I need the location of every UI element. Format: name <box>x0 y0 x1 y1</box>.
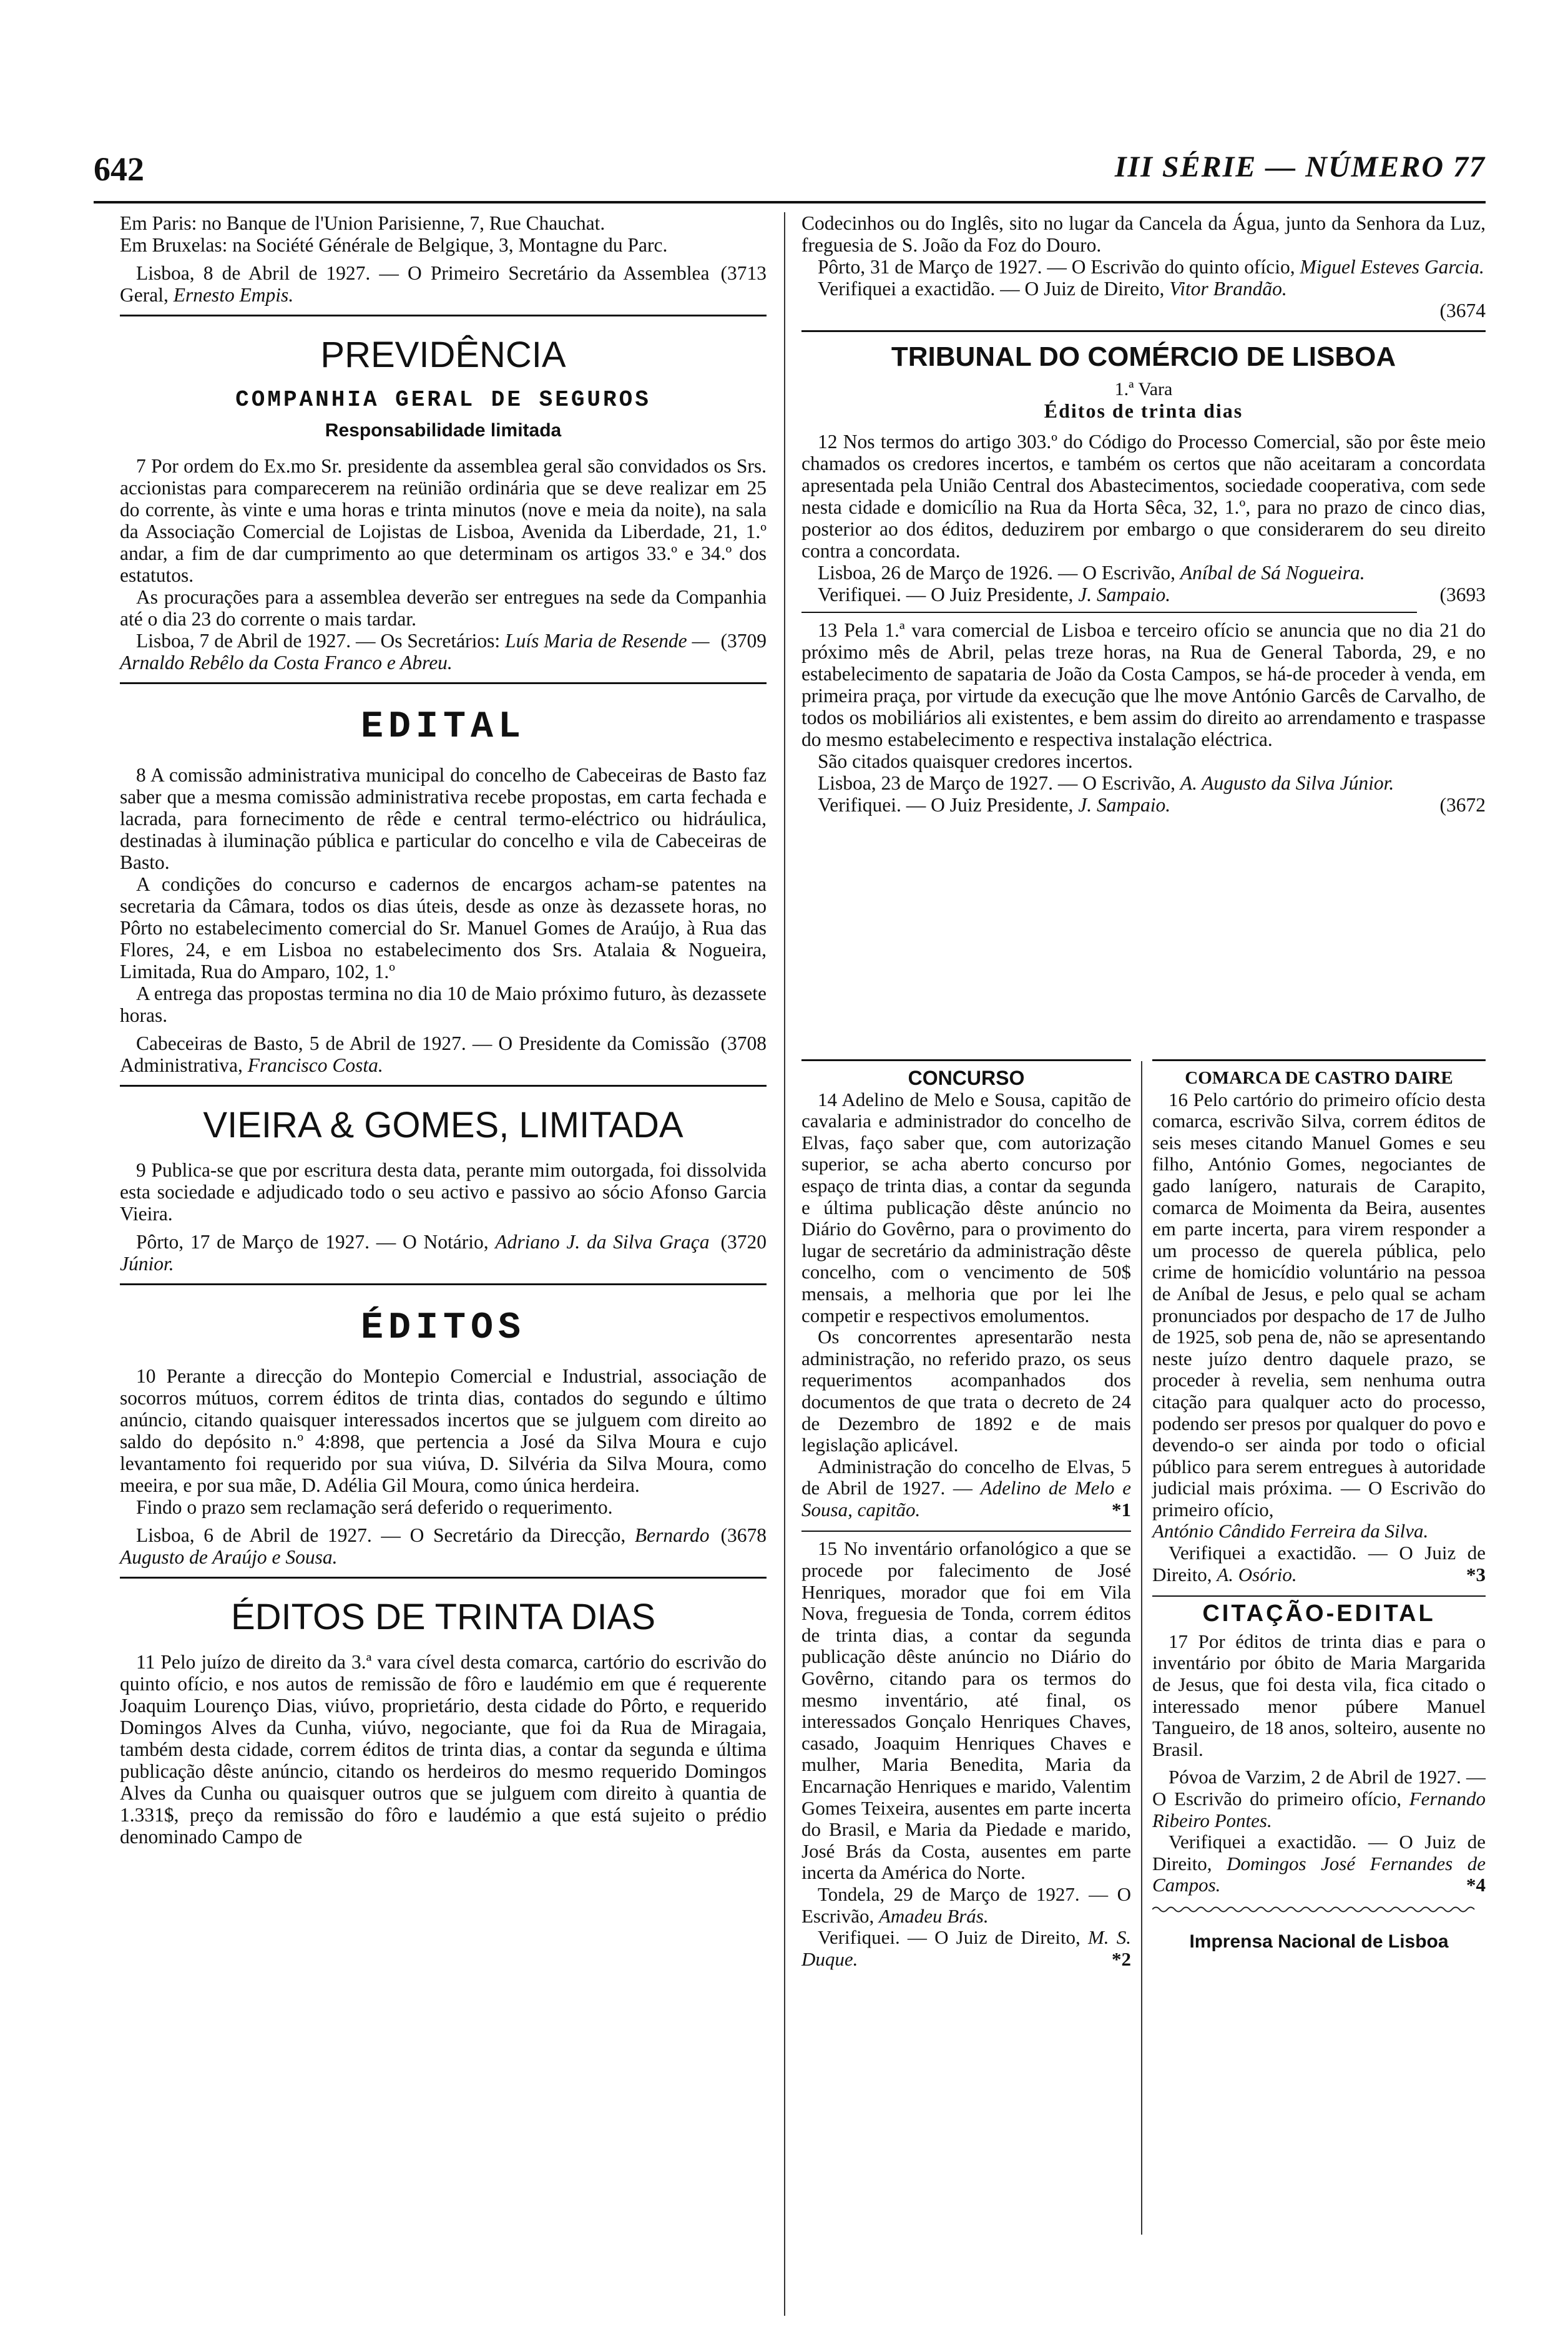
signature-text: Póvoa de Varzim, 2 de Abril de 1927. — O Escrivão do primeiro ofício, <box>1152 1766 1486 1810</box>
verification-name: J. Sampaio. <box>1078 794 1171 816</box>
notice-subtitle: Éditos de trinta dias <box>1044 399 1243 422</box>
signature <box>120 1032 767 1076</box>
notice-rule <box>801 1531 1131 1532</box>
signature <box>120 262 767 306</box>
verification-text: Verifiquei a exactidão. — O Juiz de Direito, <box>1152 1542 1486 1585</box>
signature-text: Lisboa, 7 de Abril de 1927. — Os Secretários: <box>136 630 501 652</box>
paragraph: 7 Por ordem do Ex.mo Sr. presidente da assemblea geral são convidados os Srs. accionistas para comparecerem na reünião ordinária que se deve realizar em 25 do corrente, às vinte e uma horas e trinta minutos (nove e meia da noite), na sala da Associação Comercial de Lojistas de Lisboa, Avenida da Liberdade, 21, 1.º andar, a fim de dar cumprimento ao que determinam os artigos 33.º e 34.º dos estatutos. <box>120 455 767 586</box>
page-number: 642 <box>94 150 144 188</box>
signature-name: Luís Maria de Resende — Arnaldo Rebêlo da Costa Franco e Abreu. <box>120 630 710 674</box>
paragraph: 11 Pelo juízo de direito da 3.ª vara cível desta comarca, cartório do escrivão do quinto ofício, e nos autos de remissão de fôro e laudémio em que é requerente Joaquim Lourenço Dias, viúvo, proprietário, desta cidade do Pôrto, e requerido Domingos Alves da Cunha, viúvo, negociante, que foi da Rua de Miragaia, também desta cidade, correm éditos de trinta dias, a contar da segunda e última publicação dêste anúncio, citando os herdeiros do mesmo requerido Domingos Alves da Cunha ou quaisquer outros que se julguem com direito à quantia de 1.331$, preço da remissão do fôro e laudémio a que está sujeito o prédio denominado Campo de <box>120 1651 767 1848</box>
printer-imprint: Imprensa Nacional de Lisboa <box>1189 1931 1449 1952</box>
notice-editos-trinta-dias <box>120 1595 767 1848</box>
signature-name: Amadeu Brás. <box>878 1904 989 1927</box>
verification-text: Verifiquei a exactidão. — O Juiz de Direito, <box>818 278 1165 300</box>
signature-text: Lisboa, 26 de Março de 1926. — O Escrivão, <box>818 562 1175 584</box>
signature <box>120 1231 767 1275</box>
paris-line: Em Paris: no Banque de l'Union Parisienne, 7, Rue Chauchat. <box>120 212 605 234</box>
section-rule <box>801 330 1486 332</box>
verification-text: Verifiquei a exactidão. — O Juiz de Direito, <box>1152 1831 1486 1874</box>
paragraph: 14 Adelino de Melo e Sousa, capitão de cavalaria e administrador do concelho de Elvas, faço saber que, com autorização superior, se acha aberto concurso por espaço de trinta dias, a contar da segunda e última publicação dêste anúncio no Diário do Govêrno, para o provimento do lugar de secretário da administração dêste concelho, com o vencimento de 50$ mensais, a melhoria que por lei lhe competir e respectivos emolumentos. <box>801 1088 1131 1326</box>
notice-editos <box>120 1305 767 1568</box>
notice-title: CITAÇÃO-EDITAL <box>1202 1600 1436 1627</box>
reference-number: (3708 <box>720 1032 767 1054</box>
paragraph: Codecinhos ou do Inglês, sito no lugar da Cancela da Água, junto da Senhora da Luz, freguesia de S. João da Foz do Douro. <box>801 212 1486 256</box>
left-column <box>120 212 767 1848</box>
paragraph: 17 Por éditos de trinta dias e para o inventário por óbito de Maria Margarida de Jesus, que foi desta vila, fica citado o interessado menor púbere Manuel Tangueiro, de 18 anos, solteiro, ausente no Brasil. <box>1152 1630 1486 1760</box>
column-divider <box>784 212 785 2316</box>
signature-name: Adelino de Melo e Sousa, capitão. <box>801 1477 1132 1521</box>
signature-name: Ernesto Empis. <box>173 284 294 306</box>
verification-name: M. S. Duque. <box>801 1926 1131 1970</box>
verification-name: Vitor Brandão. <box>1169 278 1287 300</box>
paragraph: 15 No inventário orfanológico a que se procede por falecimento de José Henriques, morador que foi em Vila Nova, freguesia de Tonda, correm éditos de trinta dias, a contar da segunda publicação dêste anúncio no Diário do Govêrno, citando para os termos do mesmo inventário, até final, os interessados Gonçalo Henriques Chaves, casado, Joaquim Henriques Chaves e mulher, Maria Benedita, Maria da Encarnação Henriques e marido, Valentim Gomes Teixeira, ausentes em parte incerta do Brasil, e Maria da Piedade e marido, José Brás da Costa, ausentes em parte incerta da América do Norte. <box>801 1537 1131 1884</box>
paragraph: Findo o prazo sem reclamação será deferido o requerimento. <box>136 1496 613 1518</box>
paragraph: 12 Nos termos do artigo 303.º do Código do Processo Comercial, são por êste meio chamados os credores incertos, e também os certos que não aceitaram a concordata apresentada pela União Central dos Abastecimentos, sociedade cooperativa, com sede nesta cidade e domicílio na Rua da Horta Sêca, 32, 1.º, para no prazo de cinco dias, posterior ao dos éditos, deduzirem por embargo o que considerarem do seu direito contra a concordata. <box>801 431 1486 562</box>
right-subcolumn-a <box>801 1059 1131 1970</box>
notice-edital <box>120 704 767 1076</box>
notice-vieira-gomes <box>120 1103 767 1275</box>
notice-inventario <box>801 1538 1131 1970</box>
notice-tribunal-comercio <box>801 340 1486 816</box>
paragraph: As procurações para a assemblea deverão ser entregues na sede da Companhia até o dia 23 do corrente o mais tardar. <box>120 586 767 630</box>
notice-top-left <box>120 212 767 306</box>
paragraph: A condições do concurso e cadernos de encargos acham-se patentes na secretaria da Câmara, todos os dias úteis, desde as onze às dezassete horas, no Pôrto no estabelecimento comercial do Sr. Manuel Gomes de Araújo, à Rua das Flores, 24, e em Lisboa no estabelecimento dos Srs. Atalaia & Nogueira, Limitada, Rua do Amparo, 102, 1.º <box>120 873 767 982</box>
signature-name: Adriano J. da Silva Graça Júnior. <box>120 1231 710 1275</box>
verification-name: A. Osório. <box>1217 1563 1297 1585</box>
reference-number: (3713 <box>720 262 767 284</box>
notice-title: PREVIDÊNCIA <box>320 335 566 375</box>
subcolumn-divider <box>1141 1061 1142 2235</box>
section-rule <box>801 1059 1131 1061</box>
signature-text: Cabeceiras de Basto, 5 de Abril de 1927. — O Presidente da Comissão Administrativa, <box>120 1032 710 1076</box>
section-rule <box>120 1577 767 1579</box>
signature-name: António Cândido Ferreira da Silva. <box>1152 1520 1429 1542</box>
reference-number: *3 <box>1466 1563 1486 1585</box>
bruxelas-line: Em Bruxelas: na Société Générale de Belgique, 3, Montagne du Parc. <box>120 234 668 256</box>
reference-number: *2 <box>1112 1948 1131 1970</box>
notice-previdencia <box>120 333 767 674</box>
signature-text: Pôrto, 17 de Março de 1927. — O Notário, <box>136 1231 489 1253</box>
signature-text: Tondela, 29 de Março de 1927. — O Escrivão, <box>801 1883 1131 1927</box>
page-header <box>94 150 1486 194</box>
paragraph: 13 Pela 1.ª vara comercial de Lisboa e terceiro ofício se anuncia que no dia 21 do próximo mês de Abril, pelas treze horas, na Rua de General Taborda, 29, e no estabelecimento de sapataria de João da Costa Campos, se há-de proceder à venda, em primeira praça, por virtude da execução que lhe move António Garcês de Carvalho, de todos os mobiliários ali existentes, e bem assim do direito ao arrendamento e traspasse do mesmo estabelecimento e respectiva instalação eléctrica. <box>801 619 1486 750</box>
reference-number: (3672 <box>1439 794 1486 816</box>
verification-text: Verifiquei. — O Juiz Presidente, <box>818 584 1074 605</box>
reference-number: *1 <box>1112 1498 1131 1521</box>
section-rule <box>120 315 767 316</box>
notice-title: COMARCA DE CASTRO DAIRE <box>1185 1068 1453 1088</box>
signature <box>120 1524 767 1568</box>
notice-rule <box>801 612 1417 613</box>
wavy-rule <box>1152 1905 1477 1914</box>
notice-rule <box>1152 1595 1486 1597</box>
signature-text: Administração do concelho de Elvas, 5 de Abril de 1927. — <box>801 1455 1131 1499</box>
header-rule <box>94 201 1486 203</box>
signature-text: Pôrto, 31 de Março de 1927. — O Escrivão do quinto ofício, <box>818 256 1295 278</box>
notice-title: ÉDITOS DE TRINTA DIAS <box>230 1597 656 1637</box>
section-rule <box>120 1085 767 1087</box>
signature-name: Fernando Ribeiro Pontes. <box>1152 1788 1486 1831</box>
notice-title: CONCURSO <box>908 1067 1025 1089</box>
reference-number: (3674 <box>1439 300 1486 321</box>
verification-name: Domingos José Fernandes de Campos. <box>1152 1852 1486 1896</box>
section-rule <box>120 682 767 684</box>
signature-name: Francisco Costa. <box>247 1054 383 1076</box>
signature-name: Miguel Esteves Garcia. <box>1300 256 1484 278</box>
reference-number: (3709 <box>720 630 767 652</box>
signature-name: A. Augusto da Silva Júnior. <box>1180 772 1394 794</box>
verification <box>801 584 1486 605</box>
reference-number: (3678 <box>720 1524 767 1546</box>
notice-subtitle: COMPANHIA GERAL DE SEGUROS <box>235 387 651 413</box>
signature <box>120 630 767 674</box>
notice-title: ÉDITOS <box>360 1307 526 1350</box>
signature-text: Lisboa, 6 de Abril de 1927. — O Secretário da Direcção, <box>136 1524 626 1546</box>
series-number: III SÉRIE — NÚMERO 77 <box>1114 150 1486 184</box>
signature-text: Lisboa, 23 de Março de 1927. — O Escrivão, <box>818 772 1175 794</box>
notice-subheading: Responsabilidade limitada <box>325 420 562 441</box>
signature-name: Bernardo Augusto de Araújo e Sousa. <box>120 1524 710 1568</box>
notice-concurso <box>801 1067 1131 1521</box>
notice-citacao-edital <box>1152 1600 1486 1896</box>
notice-vara: 1.ª Vara <box>1114 379 1173 399</box>
paragraph: Os concorrentes apresentarão nesta administração, no referido prazo, os seus requerimentos acompanhados dos documentos de que trata o decreto de 24 de Dezembro de 1892 e de mais legislação aplicável. <box>801 1326 1131 1456</box>
reference-number: (3693 <box>1439 584 1486 605</box>
reference-number: (3720 <box>720 1231 767 1253</box>
signature-text: Lisboa, 8 de Abril de 1927. — O Primeiro Secretário da Assemblea Geral, <box>120 262 710 306</box>
reference-number: *4 <box>1466 1874 1486 1896</box>
right-column <box>801 212 1486 816</box>
paragraph: 8 A comissão administrativa municipal do concelho de Cabeceiras de Basto faz saber que a mesma comissão administrativa recebe propostas, em carta fechada e lacrada, para fornecimento de rêde e central termo-eléctrico ou hidráulica, destinadas à iluminação pública e particular do concelho e vila de Cabeceiras de Basto. <box>120 764 767 873</box>
paragraph: 9 Publica-se que por escritura desta data, perante mim outorgada, foi dissolvida esta sociedade e adjudicado todo o seu activo e passivo ao sócio Afonso Garcia Vieira. <box>120 1159 767 1225</box>
paragraph: A entrega das propostas termina no dia 10 de Maio próximo futuro, às dezassete horas. <box>120 982 767 1026</box>
paragraph: São citados quaisquer credores incertos. <box>818 750 1133 772</box>
verification-name: J. Sampaio. <box>1078 584 1171 605</box>
verification <box>801 794 1486 816</box>
section-rule <box>120 1283 767 1285</box>
notice-title: VIEIRA & GOMES, LIMITADA <box>203 1105 684 1145</box>
signature-name: Aníbal de Sá Nogueira. <box>1180 562 1365 584</box>
notice-continuation <box>801 212 1486 321</box>
paragraph: 10 Perante a direcção do Montepio Comercial e Industrial, associação de socorros mútuos, correm éditos de trinta dias, contados do segundo e último anúncio, citando quaisquer interessados incertos que se julguem com direito ao saldo do depósito n.º 4:898, que pertencia a José da Silva Moura e cujo levantamento foi requerido por sua viúva, D. Silvéria da Silva Moura, como meeira, e por sua mãe, D. Adélia Gil Moura, como única herdeira. <box>120 1365 767 1496</box>
notice-title: TRIBUNAL DO COMÉRCIO DE LISBOA <box>891 341 1396 372</box>
verification-text: Verifiquei. — O Juiz de Direito, <box>818 1926 1080 1949</box>
notice-castro-daire <box>1152 1067 1486 1585</box>
notice-title: EDITAL <box>360 706 526 748</box>
verification-text: Verifiquei. — O Juiz Presidente, <box>818 794 1074 816</box>
right-subcolumn-b <box>1152 1059 1486 1952</box>
paragraph: 16 Pelo cartório do primeiro ofício desta comarca, escrivão Silva, correm éditos de seis meses citando Manuel Gomes e seu filho, António Gomes, negociantes de gado lanígero, naturais de Carapito, comarca de Moimenta da Beira, ausentes em parte incerta, para virem responder a um processo de querela pública, pelo crime de homicídio voluntário na pessoa de Aníbal de Jesus, e pelo qual se acham pronunciados por despacho de 17 de Julho de 1925, sob pena de, não se apresentando neste juízo dentro daquele prazo, se proceder à revelia, sem nenhuma outra citação para qualquer acto do processo, podendo ser presos por qualquer do povo e devendo-o ser ainda por todo o oficial público para serem entregues à autoridade judicial mais próxima. — O Escrivão do primeiro ofício, <box>1152 1088 1486 1521</box>
section-rule <box>1152 1059 1486 1061</box>
